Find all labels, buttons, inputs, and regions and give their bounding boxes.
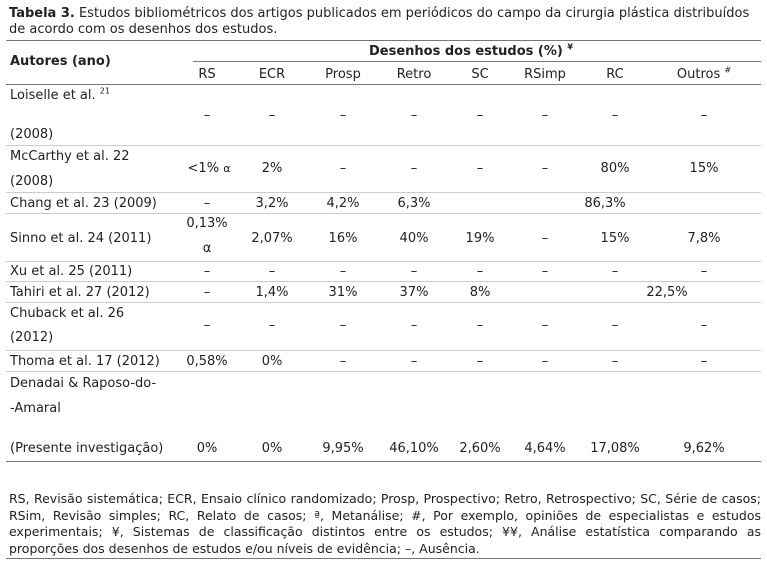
cell: – <box>611 264 619 279</box>
cell-mark: α <box>202 241 212 256</box>
cell: – <box>541 231 549 246</box>
row-author: McCarthy et al. 22 <box>10 149 130 164</box>
cell: 0,58% <box>186 354 228 369</box>
cell: – <box>268 264 276 279</box>
row-author-year: (2008) <box>10 127 54 142</box>
row-author: Thoma et al. 17 (2012) <box>10 354 160 369</box>
top-rule <box>6 40 761 41</box>
cell: – <box>611 354 619 369</box>
cell: 37% <box>399 285 429 300</box>
col-rs: RS <box>198 67 216 82</box>
cell: 9,95% <box>322 441 364 456</box>
cell: – <box>339 161 347 176</box>
row-divider <box>6 145 761 146</box>
col-outros: Outros # <box>676 65 732 82</box>
row-author-year: (2012) <box>10 330 54 345</box>
cell: – <box>611 108 619 123</box>
row-author: Tahiri et al. 27 (2012) <box>10 285 150 300</box>
cell: 2,07% <box>251 231 293 246</box>
cell: – <box>476 108 484 123</box>
cell: 2% <box>261 161 283 176</box>
row-author-year: (2008) <box>10 174 54 189</box>
cell: – <box>541 161 549 176</box>
cell: – <box>410 108 418 123</box>
row-author: Loiselle et al. $^{21}$ <box>10 86 110 103</box>
cell: 0% <box>261 354 283 369</box>
cell: 17,08% <box>590 441 640 456</box>
cell: 0% <box>196 441 218 456</box>
cell: – <box>339 108 347 123</box>
cell: – <box>203 318 211 333</box>
cell: – <box>476 161 484 176</box>
col-rc: RC <box>606 67 624 82</box>
cell: 7,8% <box>687 231 721 246</box>
cell: – <box>203 264 211 279</box>
cell: 86,3% <box>584 196 626 211</box>
cell: – <box>268 108 276 123</box>
table-bottom-rule <box>6 461 761 462</box>
cell: – <box>410 354 418 369</box>
cell: 15% <box>600 231 630 246</box>
cell: – <box>268 318 276 333</box>
cell: – <box>410 161 418 176</box>
row-author: Chang et al. 23 (2009) <box>10 196 157 211</box>
header-designs-title: Desenhos dos estudos (%) ¥ <box>369 42 573 59</box>
row-divider <box>6 302 761 303</box>
cell: 4,64% <box>524 441 566 456</box>
cell: 19% <box>465 231 495 246</box>
row-divider <box>6 213 761 214</box>
row-author: Sinno et al. 24 (2011) <box>10 231 152 246</box>
cell: – <box>541 354 549 369</box>
table-caption <box>9 6 759 38</box>
cell: – <box>700 318 708 333</box>
cell: 8% <box>469 285 491 300</box>
col-rsimp: RSimp <box>524 67 566 82</box>
cell: – <box>541 264 549 279</box>
cell: – <box>476 318 484 333</box>
table-label: Tabela 3. <box>9 6 75 21</box>
table-footnote: RS, Revisão sistemática; ECR, Ensaio clínico randomizado; Prosp, Prospectivo; Retro, Retrospectivo; SC, Série de casos; RSim, Revisão simples; RC, Relato de casos; ª, Metanálise; #, Por exemplo, opiniões de especialistas e estudos experimentais; ¥, Sistemas de classificação distintos entre os estudos; ¥¥, Análise estatística comparando as proporções dos desenhos de estudos e/ou níveis de evidência; –, Ausência. <box>9 491 761 556</box>
cell: 80% <box>600 161 630 176</box>
cell: 40% <box>399 231 429 246</box>
cell: 4,2% <box>326 196 360 211</box>
cell: – <box>410 264 418 279</box>
col-prosp: Prosp <box>325 67 361 82</box>
row-divider <box>6 261 761 262</box>
header-subrule <box>193 61 761 62</box>
cell: – <box>541 108 549 123</box>
cell: – <box>203 285 211 300</box>
cell: – <box>476 354 484 369</box>
cell: – <box>700 108 708 123</box>
cell: 22,5% <box>646 285 688 300</box>
cell: – <box>700 354 708 369</box>
cell: 46,10% <box>389 441 439 456</box>
cell: 16% <box>328 231 358 246</box>
row-divider <box>6 350 761 351</box>
cell: 1,4% <box>255 285 289 300</box>
header-authors: Autores (ano) <box>10 54 111 69</box>
cell: 2,60% <box>459 441 501 456</box>
row-author-cont: -Amaral <box>10 401 61 416</box>
cell: 0% <box>261 441 283 456</box>
cell: <1% α <box>187 161 231 176</box>
row-divider <box>6 281 761 282</box>
row-author: Xu et al. 25 (2011) <box>10 264 133 279</box>
footnote-bottom-rule <box>6 558 761 559</box>
header-bottom-rule <box>6 84 761 85</box>
cell: 15% <box>689 161 719 176</box>
cell: – <box>339 318 347 333</box>
cell: – <box>611 318 619 333</box>
row-author-note: (Presente investigação) <box>10 441 164 456</box>
cell: 6,3% <box>397 196 431 211</box>
cell: – <box>339 264 347 279</box>
cell: – <box>410 318 418 333</box>
col-retro: Retro <box>396 67 432 82</box>
cell: 3,2% <box>255 196 289 211</box>
col-ecr: ECR <box>258 67 286 82</box>
table-title: Estudos bibliométricos dos artigos publicados em periódicos do campo da cirurgia plástica distribuídos de acordo com os desenhos dos estudos. <box>9 6 750 37</box>
cell: 0,13% <box>186 216 228 231</box>
cell: 31% <box>328 285 358 300</box>
row-divider <box>6 192 761 193</box>
col-sc: SC <box>471 67 489 82</box>
cell: – <box>203 108 211 123</box>
row-author: Denadai & Raposo-do- <box>10 376 157 391</box>
cell: – <box>339 354 347 369</box>
row-divider <box>6 371 761 372</box>
cell: – <box>203 196 211 211</box>
row-author: Chuback et al. 26 <box>10 306 125 321</box>
cell: 9,62% <box>683 441 725 456</box>
cell: – <box>541 318 549 333</box>
cell: – <box>700 264 708 279</box>
cell: – <box>476 264 484 279</box>
